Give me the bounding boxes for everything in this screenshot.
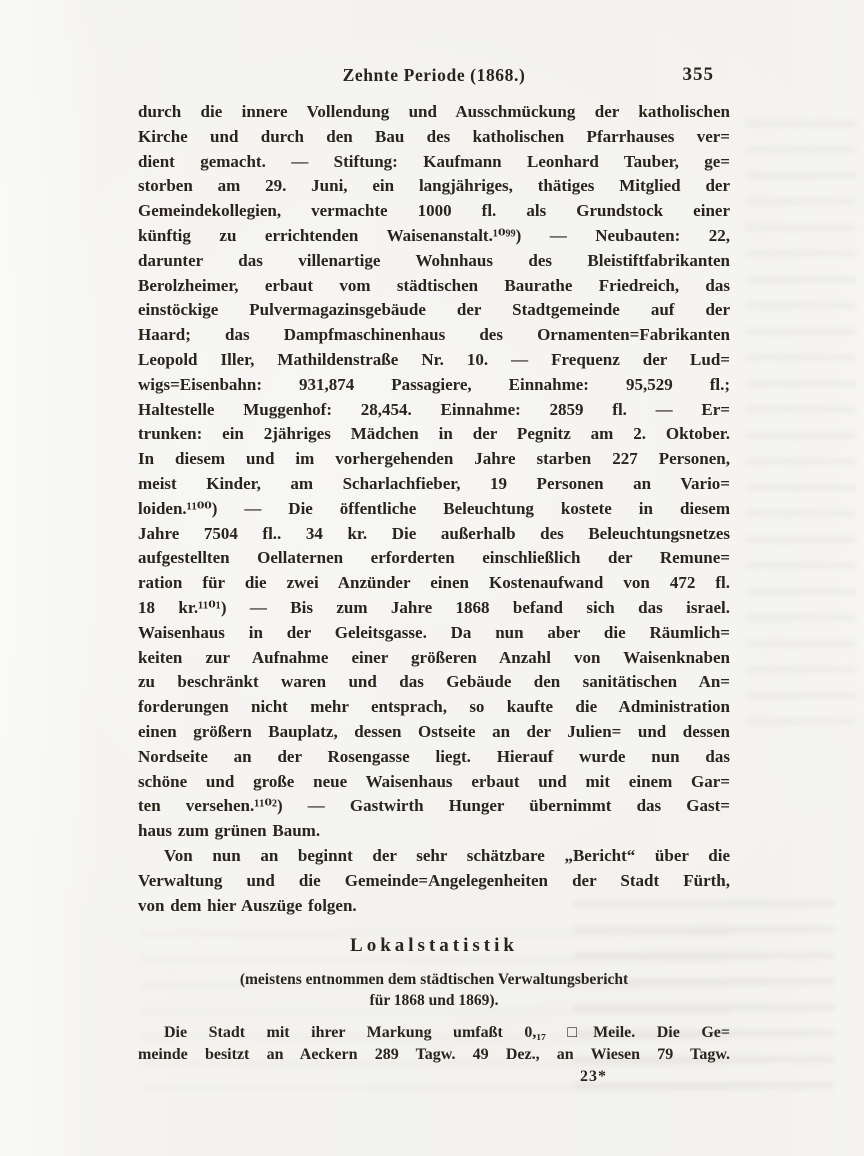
text-line: einen größern Bauplatz, dessen Ostseite an der Julien= und dessen — [138, 721, 730, 741]
section-subtitle — [138, 969, 730, 1011]
text-line: durch die innere Vollendung und Ausschmückung der katholischen — [138, 102, 730, 121]
text-line: meinde besitzt an Aeckern 289 Tagw. 49 Dez., an Wiesen 79 Tagw. — [138, 1045, 730, 1063]
text-line: keiten zur Aufnahme einer größeren Anzahl von Waisenknaben — [138, 647, 730, 667]
text-line: ten versehen.¹¹⁰²) — Gastwirth Hunger übernimmt das Gast= — [138, 796, 730, 816]
text-line: trunken: ein 2jähriges Mädchen in der Pegnitz am 2. Oktober. — [138, 424, 730, 444]
text-line: schöne und große neue Waisenhaus erbaut und mit einem Gar= — [138, 771, 730, 791]
text-line: forderungen nicht mehr entsprach, so kaufte die Administration — [138, 697, 730, 717]
text-line: haus zum grünen Baum. — [138, 821, 321, 841]
text-line: Berolzheimer, erbaut vom städtischen Baurathe Friedreich, das — [138, 275, 730, 295]
text-line: ration für die zwei Anzünder einen Kostenaufwand von 472 fl. — [138, 573, 730, 593]
text-line: Gemeindekollegien, vermachte 1000 fl. als Grundstock einer — [138, 201, 730, 221]
text-line: wigs=Eisenbahn: 931,874 Passagiere, Einnahme: 95,529 fl.; — [138, 374, 730, 394]
text-line: Leopold Iller, Mathildenstraße Nr. 10. — Frequenz der Lud= — [138, 349, 730, 369]
signature-row — [138, 1066, 730, 1088]
text-line: Haard; das Dampfmaschinenhaus des Ornamenten=Fabrikanten — [138, 325, 730, 345]
text-line: Nordseite an der Rosengasse liegt. Hierauf wurde nun das — [138, 746, 730, 766]
text-line: darunter das villenartige Wohnhaus des Bleistiftfabrikanten — [138, 250, 730, 270]
text-line: meist Kinder, am Scharlachfieber, 19 Personen an Vario= — [138, 473, 730, 493]
text-line: Jahre 7504 fl.. 34 kr. Die außerhalb des Beleuchtungsnetzes — [138, 523, 730, 543]
bleedthrough-smudge — [746, 120, 856, 740]
text-line: Kirche und durch den Bau des katholischen Pfarrhauses ver= — [138, 126, 730, 146]
text-line: 18 kr.¹¹⁰¹) — Bis zum Jahre 1868 befand sich das israel. — [138, 597, 730, 617]
text-line: aufgestellten Oellaternen erforderten einschließlich der Remune= — [138, 548, 730, 568]
body-text — [138, 100, 730, 918]
running-header-title: Zehnte Periode (1868.) — [342, 65, 526, 85]
text-line: dient gemacht. — Stiftung: Kaufmann Leonhard Tauber, ge= — [138, 151, 730, 171]
text-line: künftig zu errichtenden Waisenanstalt.¹⁰⁹⁹) — Neubauten: 22, — [138, 225, 730, 245]
text-line: Waisenhaus in der Geleitsgasse. Da nun aber die Räumlich= — [138, 622, 730, 642]
text-line: Verwaltung und die Gemeinde=Angelegenheiten der Stadt Fürth, — [138, 870, 730, 890]
signature-mark: 23* — [580, 1068, 607, 1085]
text-line: einstöckige Pulvermagazinsgebäude der Stadtgemeinde auf der — [138, 300, 730, 320]
section-heading: Lokalstatistik — [350, 935, 518, 956]
text-line: storben am 29. Juni, ein langjähriges, thätiges Mitglied der — [138, 176, 730, 196]
statistics-paragraph — [138, 1022, 730, 1065]
running-header — [138, 62, 730, 88]
text-line: Die Stadt mit ihrer Markung umfaßt 0,₁₇ □Meile. Die Ge= — [164, 1024, 730, 1041]
subtitle-line-1: (meistens entnommen dem städtischen Verwaltungsbericht — [239, 971, 629, 988]
text-line: Haltestelle Muggenhof: 28,454. Einnahme: 2859 fl. — Er= — [138, 399, 730, 419]
text-line: In diesem und im vorhergehenden Jahre starben 227 Personen, — [138, 449, 730, 469]
subtitle-line-2: für 1868 und 1869). — [369, 992, 499, 1009]
text-line: loiden.¹¹⁰⁰) — Die öffentliche Beleuchtung kostete in diesem — [138, 498, 730, 518]
text-line: Von nun an beginnt der sehr schätzbare „Bericht“ über die — [164, 845, 730, 865]
text-line: von dem hier Auszüge folgen. — [138, 895, 357, 915]
page-number: 355 — [682, 64, 714, 85]
text-block — [138, 0, 730, 1156]
text-line: zu beschränkt waren und das Gebäude den sanitätischen An= — [138, 672, 730, 692]
